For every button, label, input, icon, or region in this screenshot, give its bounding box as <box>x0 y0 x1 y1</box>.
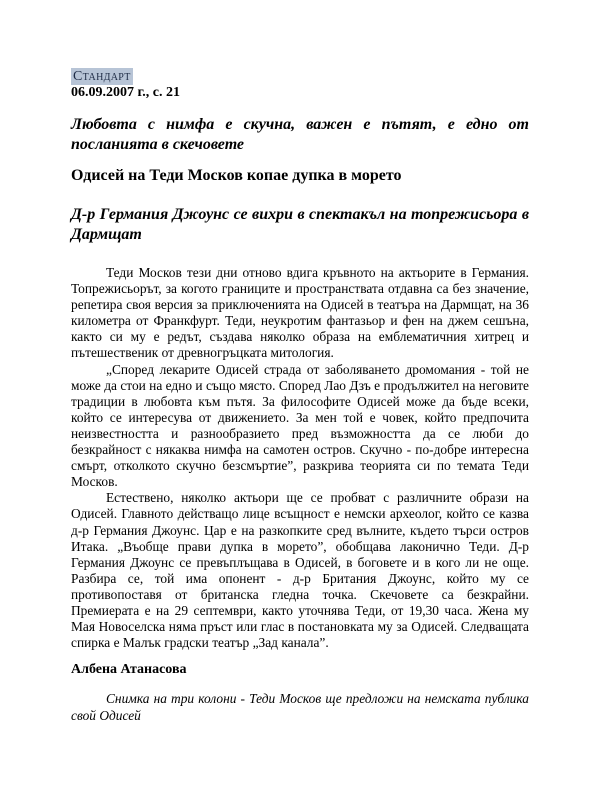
article-title: Одисей на Теди Москов копае дупка в морето <box>71 167 402 184</box>
lead-headline: Любовта с нимфа е скучна, важен е пътят, е едно от посланията в скечовете <box>71 116 529 153</box>
article-body <box>71 265 529 651</box>
photo-caption: Снимка на три колони - Теди Москов ще предложи на немската публика свой Одисей <box>71 691 529 723</box>
dateline: 06.09.2007 г., с. 21 <box>71 85 180 100</box>
paragraph: Естествено, няколко актьори ще се пробват с различните образи на Одисей. Главното действащо лице всъщност е немски археолог, който се казва д-р Германия Джоунс. Цар е на разкопките сред вълните, където търси остров Итака. „Въобще прави дупка в морето”, обобщава лаконично Теди. Д-р Германия Джоунс се превъплъщава в Одисей, в боговете и в кого ли не още. Разбира се, той има опонент - д-р Британия Джоунс, който му се противопоставя от британска гледна точка. Скечовете са безкрайни. Премиерата е на 29 септември, както уточнява Теди, от 19,30 часа. Жена му Мая Новоселска няма пръст или глас в постановката му за Одисей. Следващата спирка е Малък градски театър „Зад канала”. <box>71 490 529 651</box>
author-name: Албена Атанасова <box>71 662 187 677</box>
paragraph: Теди Москов тези дни отново вдига кръвното на актьорите в Германия. Топрежисьорът, за когото границите и пространствата отдавна са без значение, репетира своя версия за приключенията на Одисей в театъра на Дармщат, на 36 километра от Франкфурт. Теди, неукротим фантазьор и фен на джем сешъна, както си му е редът, създава няколко образа на емблематичния хитрец и пътешественик от древногръцката митология. <box>71 265 529 361</box>
paragraph: „Според лекарите Одисей страда от заболяването дромомания - той не може да стои на едно и също място. Според Лао Дзъ е продължител на неговите традиции в любовта към пътя. За философите Одисей може да бъде всеки, който се интересува от движението. За мен той е човек, който предпочита неизвестността и разнообразието пред възможността да се люби до безкрайност с някаква нимфа на самотен остров. Скучно - по-добре интересна смърт, отколкото скучно безсмъртие”, разкрива теорията си по темата Теди Москов. <box>71 361 529 490</box>
source-name: Стандарт <box>73 69 131 84</box>
article-subtitle: Д-р Германия Джоунс се вихри в спектакъл на топрежисьора в Дармщат <box>71 206 529 243</box>
